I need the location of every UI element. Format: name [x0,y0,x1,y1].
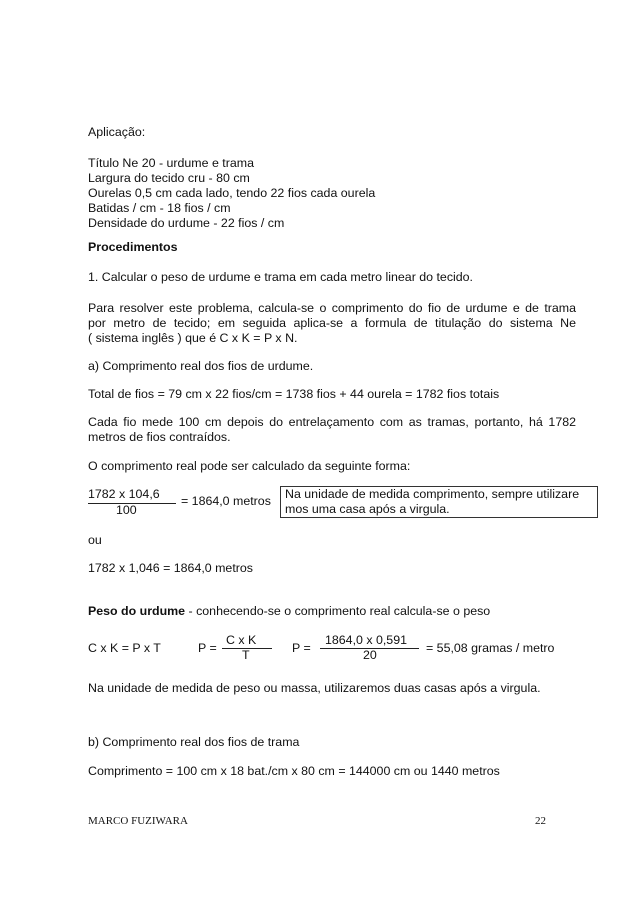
weight-formula: C x K = P x T [88,641,161,655]
weight-line [88,604,490,619]
fraction-numerator: 1782 x 104,6 [88,487,160,501]
formula-denominator: T [242,648,250,662]
paragraph-line: Para resolver este problema, calcula-se o comprimento do fio de urdume e de trama [88,301,576,315]
trama-length: Comprimento = 100 cm x 18 bat./cm x 80 cm = 144000 cm ou 1440 metros [88,764,500,778]
total-fios: Total de fios = 79 cm x 22 fios/cm = 1738 fios + 44 ourela = 1782 fios totais [88,387,500,401]
p-equals: P = [198,641,217,655]
section-b-title: b) Comprimento real dos fios de trama [88,735,300,749]
procedures-heading: Procedimentos [88,240,178,254]
spec-line: Título Ne 20 - urdume e trama [88,156,254,170]
spec-line: Ourelas 0,5 cm cada lado, tendo 22 fios cada ourela [88,186,376,200]
formula-denominator: 20 [363,648,377,662]
paragraph-line: ( sistema inglês ) que é C x K = P x N. [88,331,298,345]
formula-numerator: C x K [226,633,257,647]
each-thread-line: Cada fio mede 100 cm depois do entrelaçamento com as tramas, portanto, há 1782 [88,415,576,429]
section-a-title: a) Comprimento real dos fios de urdume. [88,359,314,373]
note-line: mos uma casa após a virgula. [285,502,450,516]
weight-desc: - conhecendo-se o comprimento real calcula-se o peso [185,604,491,618]
fraction-denominator: 100 [116,503,137,517]
each-thread-line: metros de fios contraídos. [88,430,231,444]
weight-result: = 55,08 gramas / metro [426,641,555,655]
fraction-result: = 1864,0 metros [181,494,271,508]
formula-numerator: 1864,0 x 0,591 [325,633,407,647]
page-number: 22 [535,815,546,827]
paragraph-line: por metro de tecido; em seguida aplica-se a formula de titulação do sistema Ne [88,316,576,330]
calc-intro: O comprimento real pode ser calculado da seguinte forma: [88,459,411,473]
footer-author: MARCO FUZIWARA [88,815,188,827]
p-equals: P = [292,641,311,655]
note-box [280,486,598,518]
weight-note: Na unidade de medida de peso ou massa, utilizaremos duas casas após a virgula. [88,681,541,695]
or-text: ou [88,533,102,547]
step-1: 1. Calcular o peso de urdume e trama em cada metro linear do tecido. [88,270,473,284]
application-heading: Aplicação: [88,125,146,139]
spec-line: Batidas / cm - 18 fios / cm [88,201,231,215]
note-line: Na unidade de medida comprimento, sempre utilizare [285,487,580,501]
spec-line: Largura do tecido cru - 80 cm [88,171,250,185]
spec-line: Densidade do urdume - 22 fios / cm [88,216,285,230]
weight-label: Peso do urdume [88,604,186,618]
alt-calculation: 1782 x 1,046 = 1864,0 metros [88,561,253,575]
